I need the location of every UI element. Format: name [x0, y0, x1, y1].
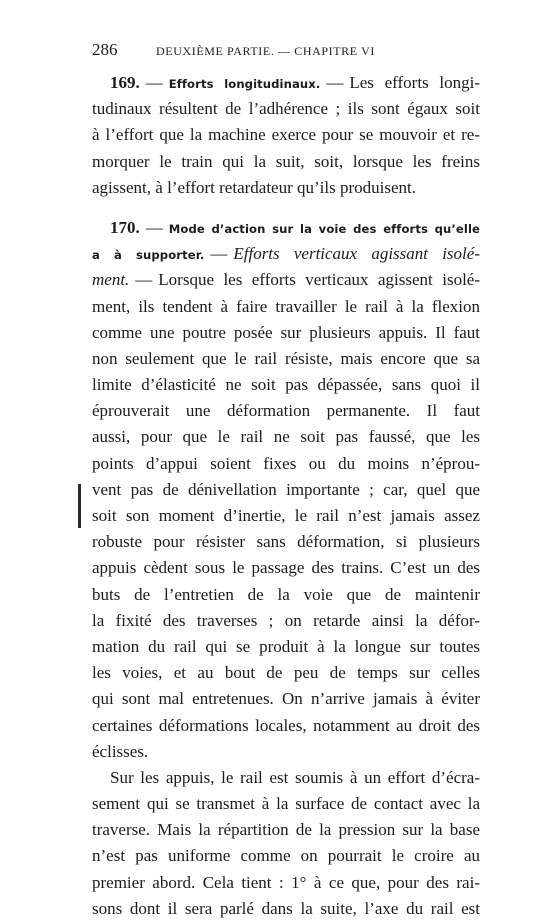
text-line: [92, 267, 480, 293]
text-line: buts de l’entretien de la voie que de maintenir: [92, 584, 480, 604]
section-heading: Mode d’action sur la voie des efforts qu’elle: [168, 221, 480, 236]
text-line: éclisses.: [92, 741, 149, 761]
section-169: [92, 70, 480, 201]
text-line: sement qui se transmet à la surface de contact avec la: [92, 794, 480, 814]
text-line: morquer le train qui la suit, soit, lorsque les freins: [92, 151, 480, 171]
text-line: soit son moment d’inertie, le rail n’est jamais assez: [92, 506, 480, 525]
text-line: la fixité des traverses ; on retarde ainsi la défor-: [92, 610, 480, 630]
dash-separator: —: [210, 244, 228, 264]
text-line: sons dont il sera parlé dans la suite, l’axe du rail est: [92, 898, 480, 918]
text-line: vent pas de dénivellation importante ; car, quel que: [92, 479, 480, 499]
text-line: tudinaux résultent de l’adhérence ; ils sont égaux soit: [92, 99, 480, 119]
text-line: premier abord. Cela tient : 1° à ce que, pour des rai-: [92, 872, 480, 892]
section-number: 170.: [110, 217, 140, 237]
page-number: 286: [92, 40, 118, 59]
subsection-title-continued: ment.: [92, 270, 130, 290]
book-page: [92, 40, 480, 922]
section-170: [92, 215, 480, 922]
text-line: à l’effort que la machine exerce pour se mouvoir et re-: [92, 125, 480, 145]
dash-separator: —: [145, 73, 163, 92]
text-line: non seulement que le rail résiste, mais encore que sa: [92, 348, 480, 368]
text-fragment: Les efforts longi-: [349, 73, 480, 92]
text-line: Sur les appuis, le rail est soumis à un effort d’écra-: [110, 767, 480, 787]
running-head-title: DEUXIÈME PARTIE. — CHAPITRE VI: [156, 44, 375, 58]
text-line: certaines déformations locales, notamment au droit des: [92, 715, 480, 735]
margin-mark: [78, 484, 81, 528]
section-heading-continued: a à supporter.: [92, 248, 205, 263]
text-line: appuis cèdent sous le passage des trains. C’est un des: [92, 558, 480, 578]
text-line: [92, 241, 480, 267]
text-line: agissent, à l’effort retardateur qu’ils produisent.: [92, 177, 416, 197]
text-fragment: Lorsque les efforts verticaux agissent isolé-: [158, 270, 480, 290]
text-line: points d’appui soient fixes ou du moins n’éprou-: [92, 453, 480, 473]
dash-separator: —: [145, 217, 163, 237]
section-heading: Efforts longitudinaux.: [168, 77, 321, 91]
text-line: les voies, et au bout de peu de temps sur celles: [92, 663, 480, 683]
dash-separator: —: [135, 270, 153, 290]
running-head: [92, 40, 480, 70]
text-line: [92, 215, 480, 241]
dash-separator: —: [326, 73, 344, 92]
subsection-title: Efforts verticaux agissant isolé-: [233, 244, 480, 264]
text-line: robuste pour résister sans déformation, si plusieurs: [92, 532, 480, 552]
section-number: 169.: [110, 73, 140, 92]
text-line: limite d’élasticité ne soit pas dépassée, sans quoi il: [92, 375, 480, 395]
text-line: n’est pas uniforme comme on pourrait le croire au: [92, 846, 480, 866]
text-line: [92, 70, 480, 96]
text-line: aussi, pour que le rail ne soit pas faussé, que les: [92, 427, 480, 447]
text-line: éprouverait une déformation permanente. Il faut: [92, 401, 480, 421]
text-line: ment, ils tendent à faire travailler le rail à la flexion: [92, 296, 480, 316]
text-line: qui sont mal entretenues. On n’arrive jamais à éviter: [92, 689, 480, 709]
section-gap: [92, 201, 480, 215]
text-line: mation du rail qui se produit à la longue sur toutes: [92, 636, 480, 656]
text-line: traverse. Mais la répartition de la pression sur la base: [92, 820, 480, 840]
text-line: comme une poutre posée sur plusieurs appuis. Il faut: [92, 322, 480, 342]
